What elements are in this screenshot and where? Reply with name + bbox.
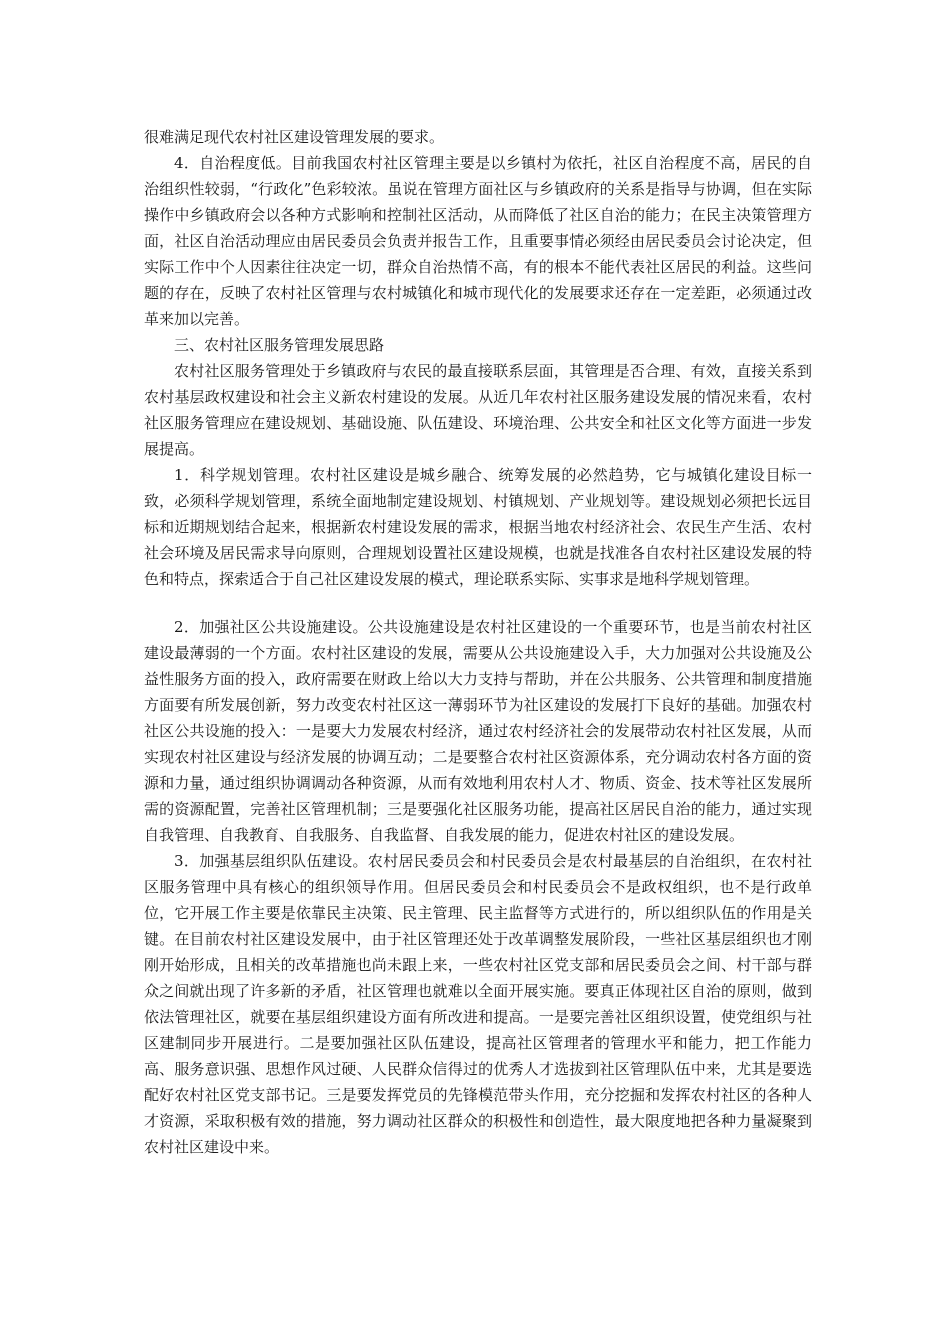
paragraph-continuation: 很难满足现代农村社区建设管理发展的要求。	[144, 128, 445, 146]
blank-line	[144, 592, 812, 614]
section-heading: 三、农村社区服务管理发展思路	[174, 336, 385, 354]
paragraph-intro: 农村社区服务管理处于乡镇政府与农民的最直接联系层面，其管理是否合理、有效，直接关系到农村基层政权建设和社会主义新农村建设的发展。从近几年农村社区服务建设发展的情况来看，农村社区服务管理应在建设规划、基础设施、队伍建设、环境治理、公共安全和社区文化等方面进一步发展提高。	[144, 362, 812, 458]
paragraph-planning: 1．科学规划管理。农村社区建设是城乡融合、统筹发展的必然趋势，它与城镇化建设目标一致，必须科学规划管理，系统全面地制定建设规划、村镇规划、产业规划等。建设规划必须把长远目标和近期规划结合起来，根据新农村建设发展的需求，根据当地农村经济社会、农民生产生活、农村社会环境及居民需求导向原则，合理规划设置社区建设规模，也就是找准各自农村社区建设发展的特色和特点，探索适合于自己社区建设发展的模式，理论联系实际、实事求是地科学规划管理。	[144, 466, 812, 588]
document-page	[144, 124, 812, 1160]
paragraph-autonomy: 4．自治程度低。目前我国农村社区管理主要是以乡镇村为依托，社区自治程度不高，居民的自治组织性较弱，“行政化”色彩较浓。虽说在管理方面社区与乡镇政府的关系是指导与协调，但在实际操作中乡镇政府会以各种方式影响和控制社区活动，从而降低了社区自治的能力；在民主决策管理方面，社区自治活动理应由居民委员会负责并报告工作，且重要事情必须经由居民委员会讨论决定，但实际工作中个人因素往往决定一切，群众自治热情不高，有的根本不能代表社区居民的利益。这些问题的存在，反映了农村社区管理与农村城镇化和城市现代化的发展要求还存在一定差距，必须通过改革来加以完善。	[144, 154, 812, 328]
paragraph-grassroots: 3．加强基层组织队伍建设。农村居民委员会和村民委员会是农村最基层的自治组织，在农村社区服务管理中具有核心的组织领导作用。但居民委员会和村民委员会不是政权组织，也不是行政单位，它开展工作主要是依靠民主决策、民主管理、民主监督等方式进行的，所以组织队伍的作用是关键。在目前农村社区建设发展中，由于社区管理还处于改革调整发展阶段，一些社区基层组织也才刚刚开始形成，且相关的改革措施也尚未跟上来，一些农村社区党支部和居民委员会之间、村干部与群众之间就出现了许多新的矛盾，社区管理也就难以全面开展实施。要真正体现社区自治的原则，做到依法管理社区，就要在基层组织建设方面有所改进和提高。一是要完善社区组织设置，使党组织与社区建制同步开展进行。二是要加强社区队伍建设，提高社区管理者的管理水平和能力，把工作能力高、服务意识强、思想作风过硬、人民群众信得过的优秀人才选拔到社区管理队伍中来，尤其是要选配好农村社区党支部书记。三是要发挥党员的先锋模范带头作用，充分挖掘和发挥农村社区的各种人才资源，采取积极有效的措施，努力调动社区群众的积极性和创造性，最大限度地把各种力量凝聚到农村社区建设中来。	[144, 852, 812, 1156]
paragraph-public-facilities: 2．加强社区公共设施建设。公共设施建设是农村社区建设的一个重要环节，也是当前农村社区建设最薄弱的一个方面。农村社区建设的发展，需要从公共设施建设入手，大力加强对公共设施及公益性服务方面的投入，政府需要在财政上给以大力支持与帮助，并在公共服务、公共管理和制度措施方面要有所发展创新，努力改变农村社区这一薄弱环节为社区建设的发展打下良好的基础。加强农村社区公共设施的投入：一是要大力发展农村经济，通过农村经济社会的发展带动农村社区发展，从而实现农村社区建设与经济发展的协调互动；二是要整合农村社区资源体系，充分调动农村各方面的资源和力量，通过组织协调调动各种资源，从而有效地利用农村人才、物质、资金、技术等社区发展所需的资源配置，完善社区管理机制；三是要强化社区服务功能，提高社区居民自治的能力，通过实现自我管理、自我教育、自我服务、自我监督、自我发展的能力，促进农村社区的建设发展。	[144, 618, 812, 844]
